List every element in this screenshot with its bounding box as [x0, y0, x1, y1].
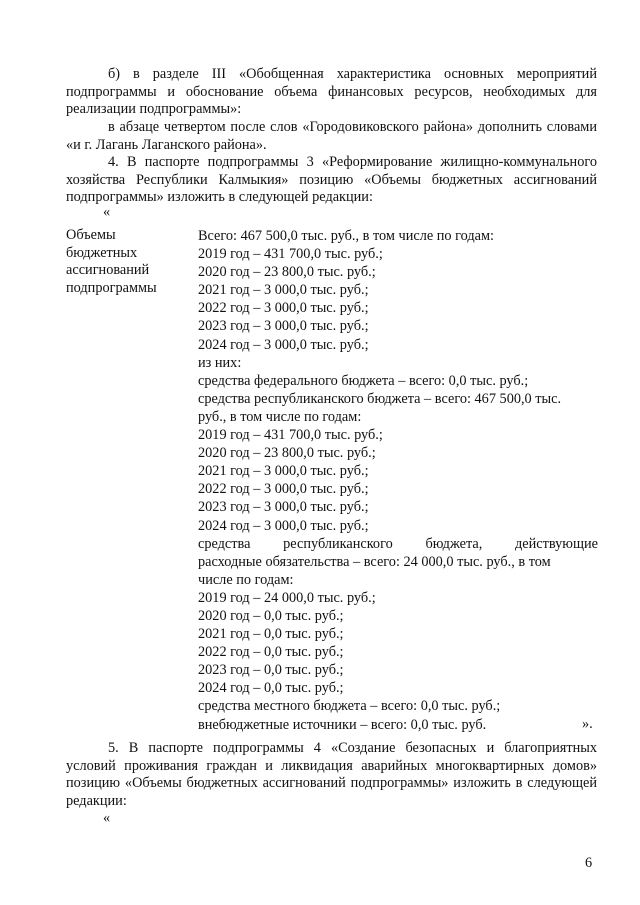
value-line: внебюджетные источники – всего: 0,0 тыс. руб.: [198, 716, 487, 733]
label-line: Объемы: [66, 227, 116, 243]
value-line: 2022 год – 3 000,0 тыс. руб.;: [198, 300, 369, 317]
value-line: Всего: 467 500,0 тыс. руб., в том числе по годам:: [198, 228, 495, 244]
table-label-cell: [66, 227, 186, 297]
value-line: 2024 год – 3 000,0 тыс. руб.;: [198, 336, 369, 353]
value-line: 2023 год – 0,0 тыс. руб.;: [198, 662, 344, 679]
value-line: 2020 год – 0,0 тыс. руб.;: [198, 607, 344, 624]
value-line: 2019 год – 431 700,0 тыс. руб.;: [198, 246, 383, 263]
value-line: 2022 год – 0,0 тыс. руб.;: [198, 644, 344, 661]
value-line: средства республиканского бюджета, действующие: [198, 535, 598, 552]
value-line: 2019 год – 431 700,0 тыс. руб.;: [198, 427, 383, 444]
value-line: средства республиканского бюджета – всего: 467 500,0 тыс.: [198, 390, 562, 407]
value-line: 2024 год – 0,0 тыс. руб.;: [198, 680, 344, 697]
table-value-cell: [198, 227, 598, 734]
value-line: 2023 год – 3 000,0 тыс. руб.;: [198, 499, 369, 516]
value-line: числе по годам:: [198, 571, 294, 588]
paragraph-section-iii: б) в разделе III «Обобщенная характеристика основных мероприятий подпрограммы и обоснование объема финансовых ресурсов, необходимых для реализации подпрограммы»:: [66, 66, 597, 118]
paragraph-fourth-abzac: в абзаце четвертом после слов «Городовиковского района» дополнить словами «и г. Лагань Лаганского района».: [66, 119, 597, 153]
quote-open-mark-2: «: [103, 810, 111, 826]
label-line: подпрограммы: [66, 279, 157, 296]
value-line: 2022 год – 3 000,0 тыс. руб.;: [198, 481, 369, 498]
value-line: 2020 год – 23 800,0 тыс. руб.;: [198, 445, 376, 462]
value-line: средства федерального бюджета – всего: 0,0 тыс. руб.;: [198, 372, 529, 389]
value-line: 2019 год – 24 000,0 тыс. руб.;: [198, 589, 376, 606]
value-line: 2023 год – 3 000,0 тыс. руб.;: [198, 318, 369, 335]
label-line: ассигнований: [66, 262, 150, 279]
value-line: 2021 год – 3 000,0 тыс. руб.;: [198, 282, 369, 299]
label-line: бюджетных: [66, 244, 138, 261]
value-line: 2021 год – 3 000,0 тыс. руб.;: [198, 463, 369, 480]
quote-close-mark: ».: [582, 716, 593, 732]
value-line: расходные обязательства – всего: 24 000,0 тыс. руб., в том: [198, 553, 551, 570]
paragraph-subprogram-3: 4. В паспорте подпрограммы 3 «Реформирование жилищно-коммунального хозяйства Республики Калмыкия» позицию «Объемы бюджетных ассигнований подпрограммы» изложить в следующей редакции:: [66, 154, 597, 206]
value-line: из них:: [198, 354, 242, 371]
value-line: 2021 год – 0,0 тыс. руб.;: [198, 626, 344, 643]
value-line: 2024 год – 3 000,0 тыс. руб.;: [198, 517, 369, 534]
quote-open-mark: «: [103, 204, 111, 220]
paragraph-subprogram-4: 5. В паспорте подпрограммы 4 «Создание безопасных и благоприятных условий проживания граждан и ликвидация аварийных многоквартирных домов» позицию «Объемы бюджетных ассигнований подпрограммы» изложить в следующей редакции:: [66, 740, 597, 809]
value-line: 2020 год – 23 800,0 тыс. руб.;: [198, 264, 376, 281]
value-line: средства местного бюджета – всего: 0,0 тыс. руб.;: [198, 698, 501, 715]
value-line: руб., в том числе по годам:: [198, 408, 362, 425]
page-number: 6: [585, 855, 593, 871]
